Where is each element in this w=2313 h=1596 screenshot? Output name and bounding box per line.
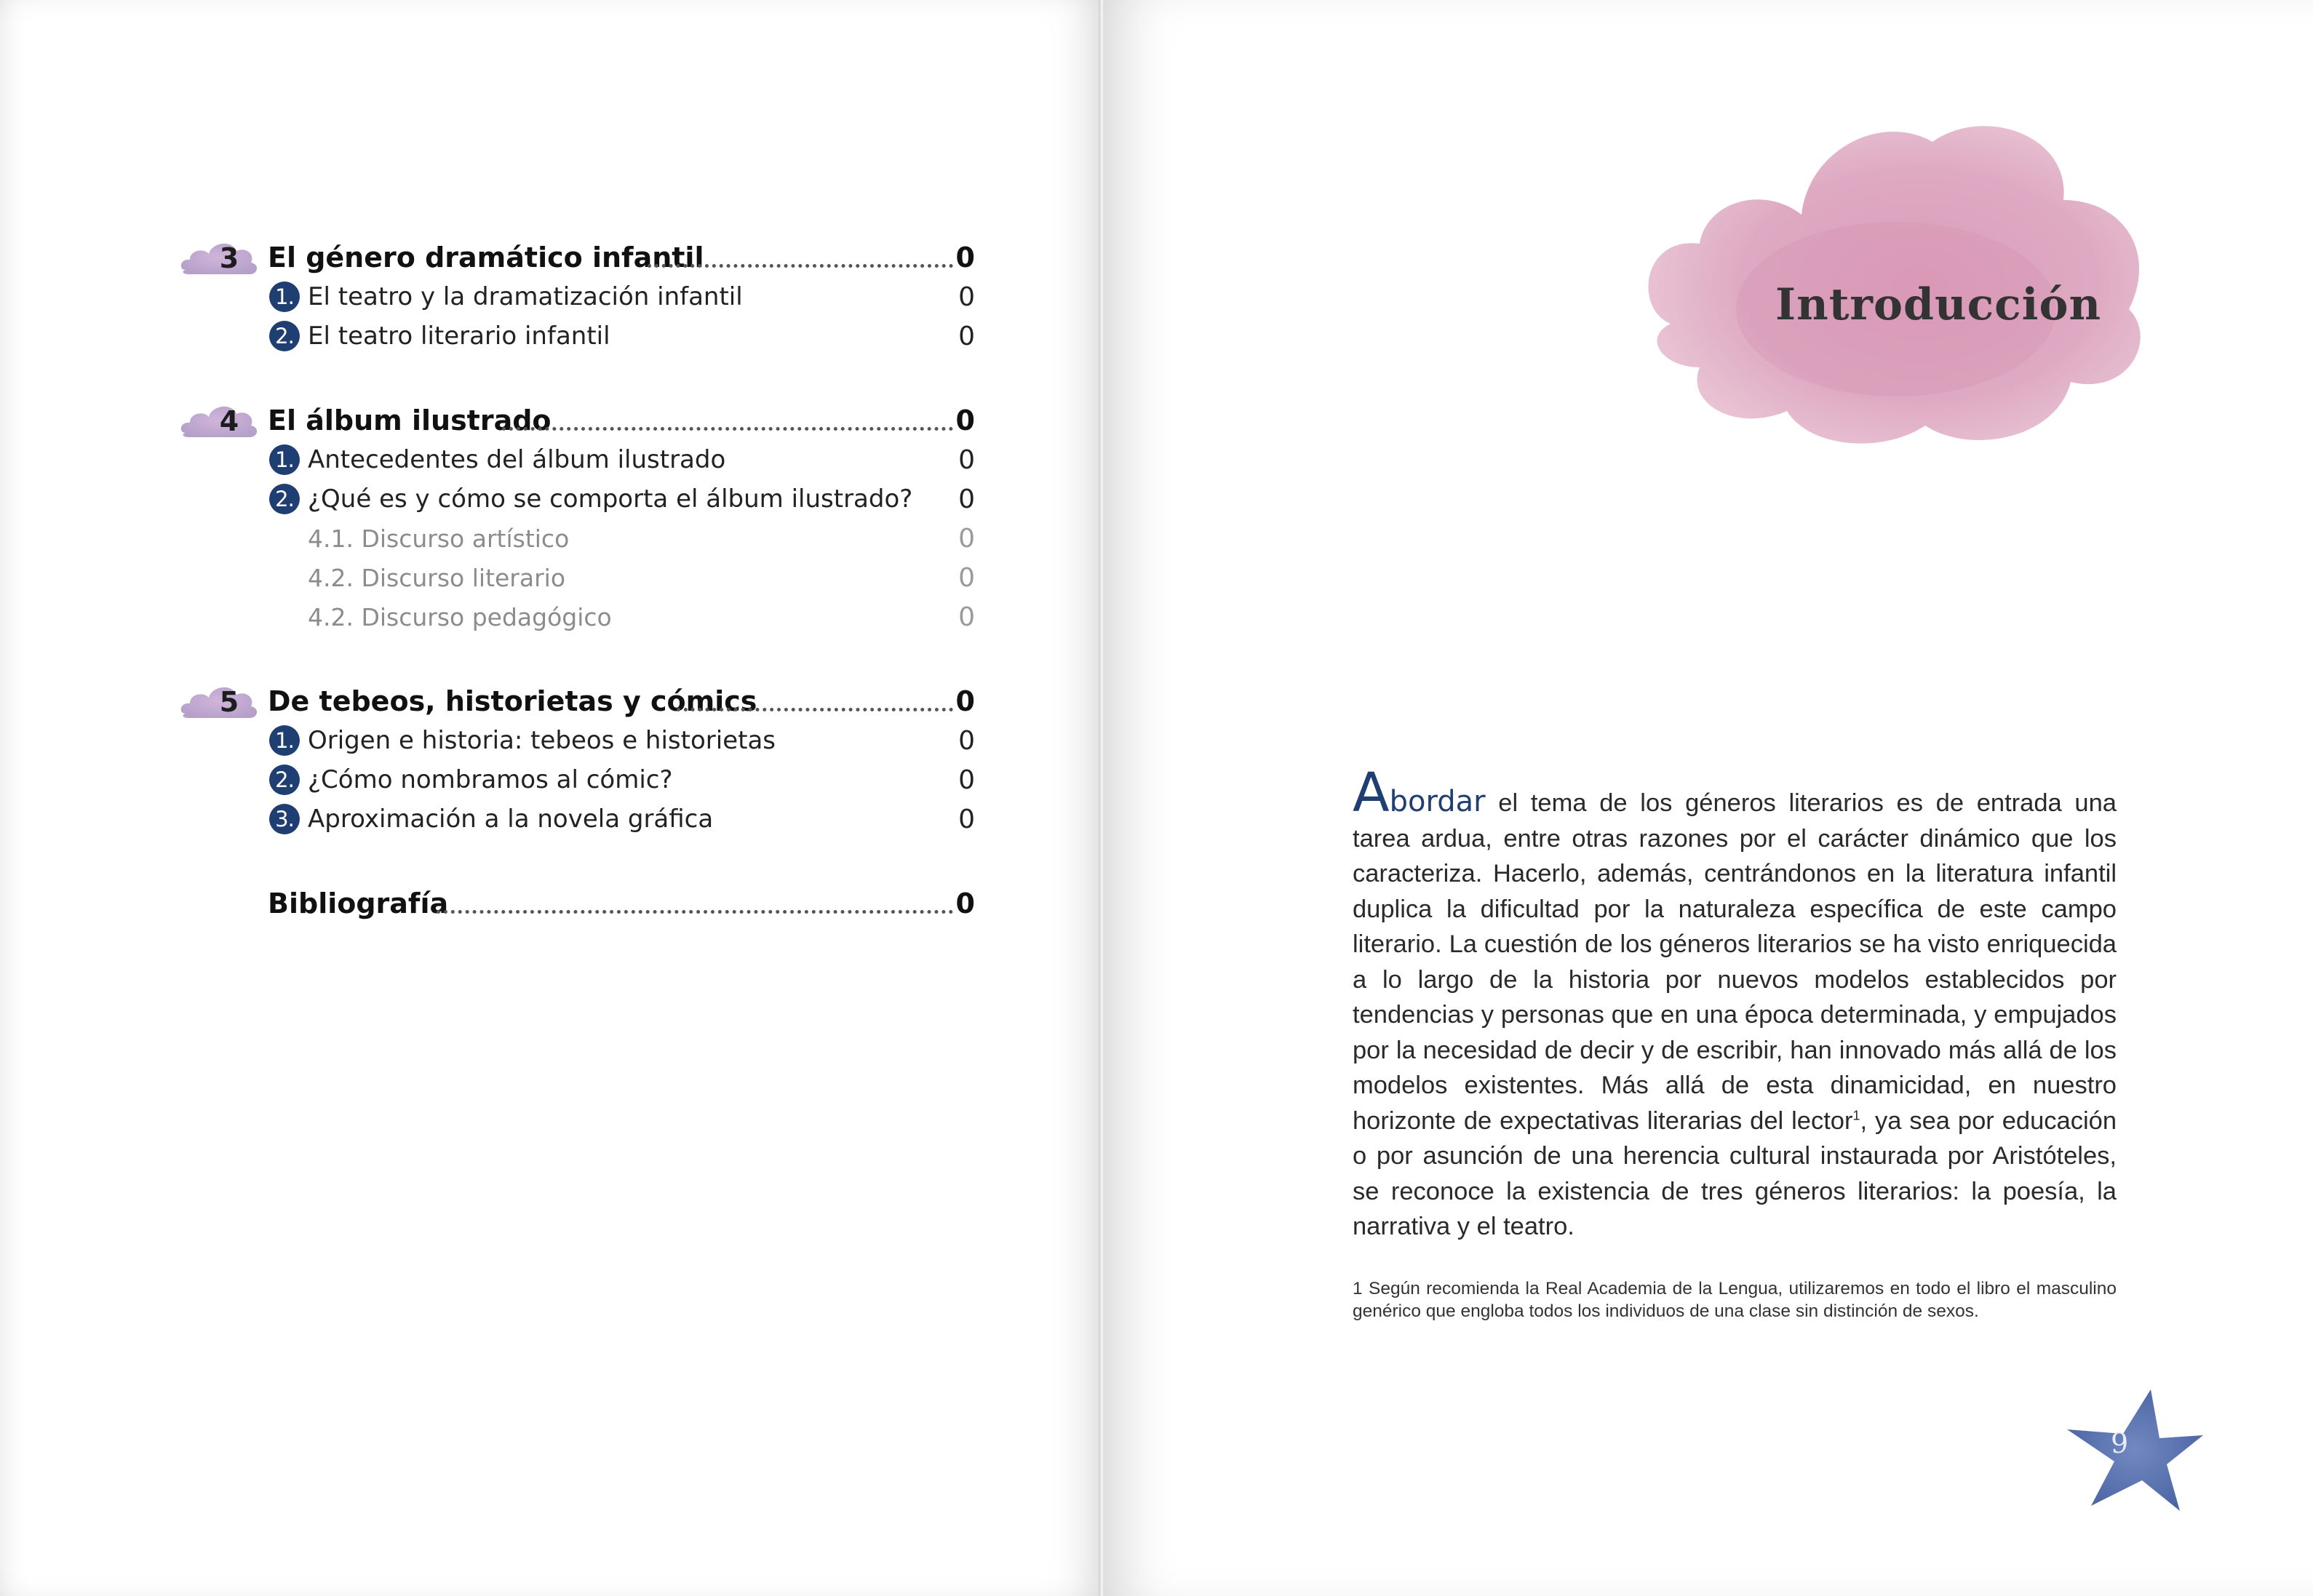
chapter-number: 5 xyxy=(219,686,239,718)
chapter-page: 0 xyxy=(955,404,975,436)
item-title: El teatro y la dramatización infantil xyxy=(308,282,743,311)
chapter-page: 0 xyxy=(955,685,975,717)
toc-item[interactable] xyxy=(167,479,975,519)
subitem-page: 0 xyxy=(958,523,975,554)
toc-chapter-4 xyxy=(167,401,975,637)
toc-chapter-heading[interactable] xyxy=(167,401,975,440)
dropcap: A xyxy=(1353,762,1390,824)
body-text-part2: , ya sea por educación o por asunción de una herencia cultural instaurada por Aristóteles, se reconoce la existencia de tres géneros literarios: la poesía, la narrativa y el teatro. xyxy=(1353,1106,2117,1240)
toc-subitem[interactable] xyxy=(167,597,975,637)
chapter-title: De tebeos, historietas y cómics xyxy=(268,685,757,717)
star-icon xyxy=(2063,1386,2205,1513)
item-page: 0 xyxy=(958,282,975,312)
leader-dots xyxy=(502,424,953,431)
toc-item[interactable] xyxy=(167,440,975,479)
toc-subitem[interactable] xyxy=(167,558,975,597)
subitem-title: 4.2. Discurso literario xyxy=(308,563,566,592)
item-title: Antecedentes del álbum ilustrado xyxy=(308,445,726,474)
leader-dots xyxy=(648,261,953,268)
intro-title: Introducción xyxy=(1775,279,2102,330)
footnote-mark[interactable]: 1 xyxy=(1852,1108,1860,1122)
leader-dots xyxy=(677,705,953,711)
left-page xyxy=(0,0,1102,1596)
item-title: ¿Qué es y cómo se comporta el álbum ilustrado? xyxy=(308,484,913,514)
item-number-badge: 1. xyxy=(269,282,300,312)
item-page: 0 xyxy=(958,444,975,475)
item-page: 0 xyxy=(958,765,975,795)
item-page: 0 xyxy=(958,321,975,351)
chapter-number: 4 xyxy=(219,405,239,437)
bibliography-page: 0 xyxy=(955,887,975,919)
item-title: ¿Cómo nombramos al cómic? xyxy=(308,765,673,794)
item-title: El teatro literario infantil xyxy=(308,322,610,351)
toc-chapter-heading[interactable] xyxy=(167,682,975,721)
subitem-page: 0 xyxy=(958,602,975,632)
chapter-title: El álbum ilustrado xyxy=(268,404,552,436)
toc-bibliography-heading[interactable] xyxy=(167,884,975,923)
item-number-badge: 2. xyxy=(269,321,300,351)
subitem-title: 4.2. Discurso pedagógico xyxy=(308,602,612,631)
chapter-title: El género dramático infantil xyxy=(268,242,704,274)
item-number-badge: 3. xyxy=(269,804,300,834)
toc-item[interactable] xyxy=(167,277,975,316)
toc-item[interactable] xyxy=(167,721,975,760)
item-page: 0 xyxy=(958,804,975,834)
subitem-title: 4.1. Discurso artístico xyxy=(308,524,570,553)
item-number-badge: 2. xyxy=(269,484,300,514)
toc-subitem[interactable] xyxy=(167,519,975,558)
item-page: 0 xyxy=(958,725,975,756)
toc-chapter-heading[interactable] xyxy=(167,238,975,277)
chapter-number: 3 xyxy=(219,242,239,274)
lead-word: bordar xyxy=(1389,785,1486,818)
toc-item[interactable] xyxy=(167,760,975,799)
bibliography-title: Bibliografía xyxy=(268,887,449,919)
intro-body xyxy=(1353,762,2117,1245)
item-number-badge: 1. xyxy=(269,725,300,756)
toc-item[interactable] xyxy=(167,799,975,839)
leader-dots xyxy=(437,907,953,914)
item-number-badge: 1. xyxy=(269,444,300,475)
item-title: Aproximación a la novela gráfica xyxy=(308,805,714,834)
right-page xyxy=(1103,0,2313,1596)
page-number: 9 xyxy=(2111,1427,2129,1459)
item-page: 0 xyxy=(958,484,975,514)
item-number-badge: 2. xyxy=(269,765,300,795)
body-text-part1: el tema de los géneros literarios es de entrada una tarea ardua, entre otras razones por el carácter dinámico que los caracteriza. Hacerlo, además, centrándonos en la literatura infantil duplica la dificultad por la naturaleza específica de este campo literario. La cuestión de los géneros literarios se ha visto enriquecida a lo largo de la historia por nuevos modelos establecidos por tendencias y personas que en una época determinada, y empujados por la necesidad de decir y de escribir, han innovado más allá de los modelos existentes. Más allá de esta dinamicidad, en nuestro horizonte de expectativas literarias del lector xyxy=(1353,789,2117,1135)
footnote: 1 Según recomienda la Real Academia de la Lengua, utilizaremos en todo el libro el masculino genérico que engloba todos los individuos de una clase sin distinción de sexos. xyxy=(1353,1279,2117,1321)
toc-chapter-5 xyxy=(167,682,975,839)
toc-bibliography xyxy=(167,884,975,923)
chapter-page: 0 xyxy=(955,242,975,274)
subitem-page: 0 xyxy=(958,562,975,593)
toc-chapter-3 xyxy=(167,238,975,356)
toc-item[interactable] xyxy=(167,316,975,356)
item-title: Origen e historia: tebeos e historietas xyxy=(308,726,776,755)
